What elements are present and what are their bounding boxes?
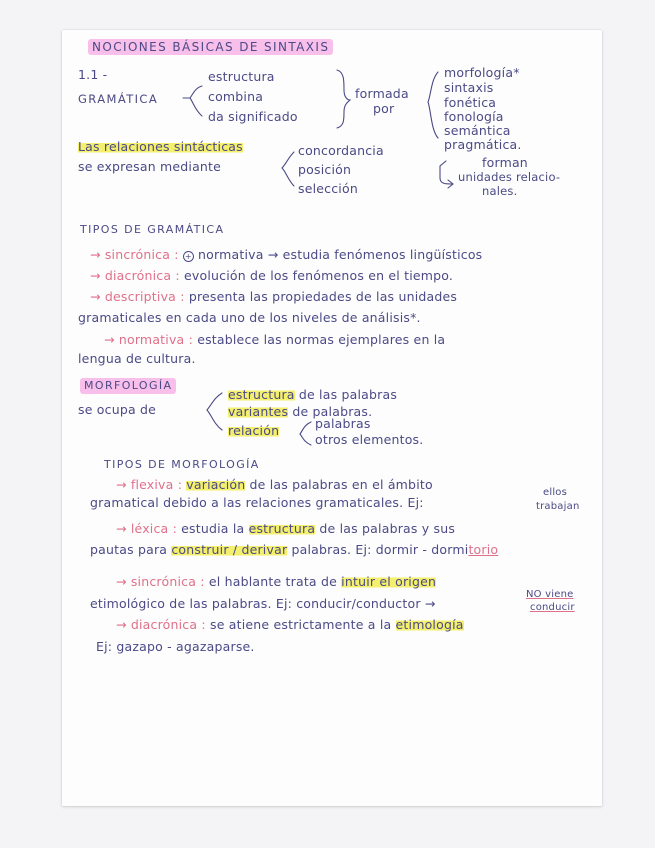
relations-line1: Las relaciones sintácticas [78,139,243,154]
relacion-otros: otros elementos. [315,432,424,447]
morf-diacronica: → diacrónica : se atiene estrictamente a la etimología [116,617,464,632]
type-normativa-line2: lengua de cultura. [78,351,196,366]
part-pragmatica: pragmática. [444,137,522,152]
part-fonologia: fonología [444,109,504,124]
part-semantica: semántica [444,123,511,138]
relacion-palabras: palabras [315,416,371,431]
type-descriptiva-line2: gramaticales en cada uno de los niveles de análisis*. [78,310,421,325]
morf-lexica-line2: pautas para construir / derivar palabras. Ej: dormir - dormitorio [90,542,499,557]
flexiva-example-trabajan: trabajan [536,501,580,512]
forman-line3: nales. [482,184,518,198]
grammar-branch-significado: da significado [208,109,298,124]
sincronica-conducir: conducir [530,602,575,613]
type-descriptiva: → descriptiva : presenta las propiedades de las unidades [90,289,458,304]
page-title: NOCIONES BÁSICAS DE SINTAXIS [88,39,333,55]
relation-posicion: posición [298,162,352,177]
morf-flexiva-line2: gramatical debido a las relaciones gramaticales. Ej: [90,495,424,510]
morfologia-intro: se ocupa de [78,402,157,417]
morfologia-heading: MORFOLOGÍA [80,378,176,394]
formada-label: formada [355,86,409,101]
grammar-label: GRAMÁTICA [78,92,159,106]
morf-item-variantes: variantes de palabras. [228,404,373,419]
section-number: 1.1 - [78,67,108,82]
type-sincronica: → sincrónica : + normativa → estudia fenómenos lingüísticos [90,247,483,262]
morf-lexica: → léxica : estudia la estructura de las palabras y sus [116,521,456,536]
grammar-branch-estructura: estructura [208,69,275,84]
morf-sincronica-line2: etimológico de las palabras. Ej: conducir/conductor → [90,596,436,611]
por-label: por [373,101,395,116]
part-morfologia: morfología* [444,65,520,80]
types-morf-heading: TIPOS DE MORFOLOGÍA [104,458,260,471]
relation-seleccion: selección [298,181,358,196]
types-grammar-heading: TIPOS DE GRAMÁTICA [80,223,225,236]
morf-item-relacion: relación [228,423,280,438]
forman-line2: unidades relacio- [458,170,561,184]
morf-item-estructura: estructura de las palabras [228,387,398,402]
sincronica-no-viene: NO viene [526,589,574,600]
grammar-branch-combina: combina [208,89,264,104]
type-diacronica: → diacrónica : evolución de los fenómenos en el tiempo. [90,268,454,283]
relations-line2: se expresan mediante [78,159,222,174]
part-fonetica: fonética [444,95,497,110]
morf-flexiva: → flexiva : variación de las palabras en el ámbito [116,477,433,492]
forman-label: forman [482,155,528,170]
part-sintaxis: sintaxis [444,80,494,95]
flexiva-example-ellos: ellos [543,487,568,498]
morf-diacronica-line2: Ej: gazapo - agazaparse. [96,639,255,654]
relation-concordancia: concordancia [298,143,384,158]
type-normativa: → normativa : establece las normas ejemplares en la [104,332,446,347]
morf-sincronica: → sincrónica : el hablante trata de intuir el origen [116,574,437,589]
